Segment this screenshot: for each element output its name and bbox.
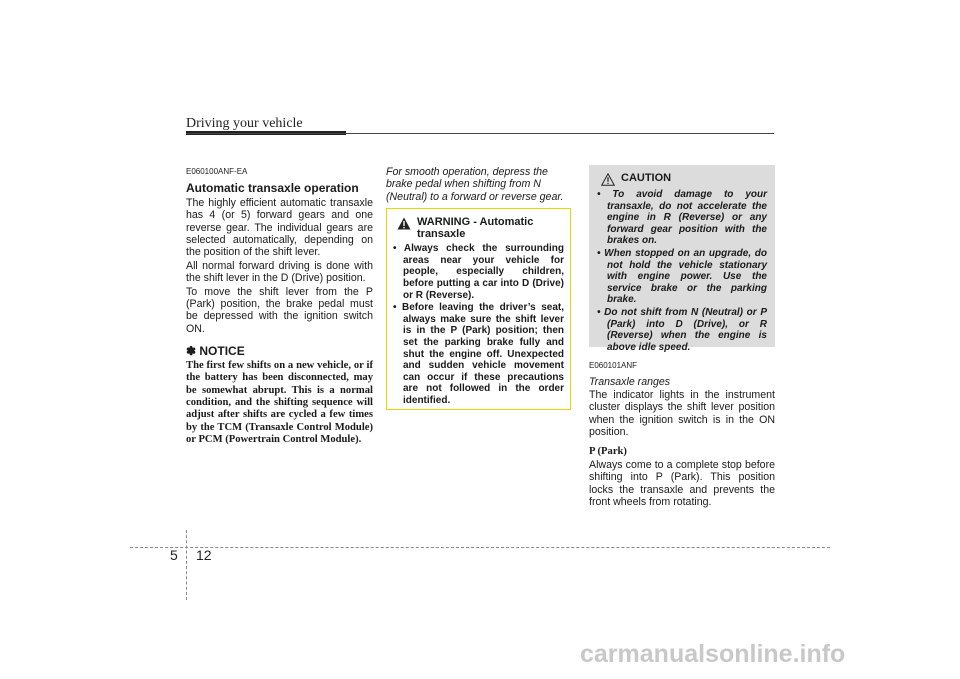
warning-list bbox=[393, 243, 564, 406]
caution-item: • When stopped on an upgrade, do not hold the vehicle stationary with engine power. Use the service brake or the parking brake. bbox=[597, 247, 767, 306]
page-number: 12 bbox=[196, 547, 212, 563]
warning-title bbox=[397, 217, 564, 240]
column-left bbox=[186, 166, 373, 447]
warning-box bbox=[386, 208, 571, 410]
caution-title bbox=[601, 173, 767, 186]
caution-item: • To avoid damage to your transaxle, do not accelerate the engine in R (Reverse) or any forward gear position with the brakes on. bbox=[597, 189, 767, 247]
chapter-number: 5 bbox=[170, 547, 178, 563]
watermark: carmanualsonline.info bbox=[580, 640, 846, 668]
column-middle bbox=[386, 166, 573, 203]
notice-title: ✽ NOTICE bbox=[186, 344, 245, 359]
caution-icon bbox=[601, 173, 615, 186]
section-code: E060101ANF bbox=[589, 361, 638, 370]
paragraph: To move the shift lever from the P (Park) position, the brake pedal must be depressed with the ignition switch ON. bbox=[186, 285, 373, 335]
subsection-title: Transaxle ranges bbox=[589, 376, 671, 389]
caution-item: • Do not shift from N (Neutral) or P (Park) into D (Drive), or R (Reverse) when the engine is above idle speed. bbox=[597, 306, 767, 353]
warning-item: • Always check the surrounding areas near your vehicle for people, especially children, before putting a car into D (Drive) or R (Reverse). bbox=[393, 243, 564, 301]
caution-title-text: CAUTION bbox=[621, 172, 672, 184]
notice-text: The first few shifts on a new vehicle, or if the battery has been disconnected, may be somewhat abrupt. This is a normal condition, and the shifting sequence will adjust after shifts are cycled a few times by the TCM (Transaxle Control Module) or PCM (Powertrain Control Module). bbox=[186, 359, 373, 446]
warning-icon bbox=[397, 217, 411, 230]
footer-rule bbox=[130, 547, 830, 548]
park-paragraph: Always come to a complete stop before shifting into P (Park). This position locks the transaxle and prevents the front wheels from rotating. bbox=[589, 458, 775, 509]
caution-box bbox=[589, 165, 775, 353]
paragraph: All normal forward driving is done with the shift lever in the D (Drive) position. bbox=[186, 259, 373, 285]
park-label: P (Park) bbox=[589, 446, 627, 458]
caution-list bbox=[597, 189, 767, 353]
paragraph: The highly efficient automatic transaxle has 4 (or 5) forward gears and one reverse gear. The individual gears are selected automatically, depending on the position of the shift lever. bbox=[186, 196, 373, 259]
paragraph: The indicator lights in the instrument cluster displays the shift lever position when the ignition switch is in the ON position. bbox=[589, 388, 775, 439]
page-header-title: Driving your vehicle bbox=[186, 116, 303, 131]
section-title: Automatic transaxle operation bbox=[186, 181, 359, 196]
intro-paragraph: For smooth operation, depress the brake pedal when shifting from N (Neutral) to a forward or reverse gear. bbox=[386, 166, 564, 203]
warning-item: • Before leaving the driver’s seat, always make sure the shift lever is in the P (Park) position; then set the parking brake fully and shut the engine off. Unexpected and sudden vehicle movement can occur if these precautions are not followed in the order identified. bbox=[393, 302, 564, 406]
section-code: E060100ANF-EA bbox=[186, 167, 248, 176]
column-right-lower bbox=[589, 360, 775, 509]
header-rule bbox=[186, 133, 774, 134]
footer-divider bbox=[186, 530, 187, 600]
warning-title-text: WARNING - Automatic transaxle bbox=[417, 216, 534, 240]
